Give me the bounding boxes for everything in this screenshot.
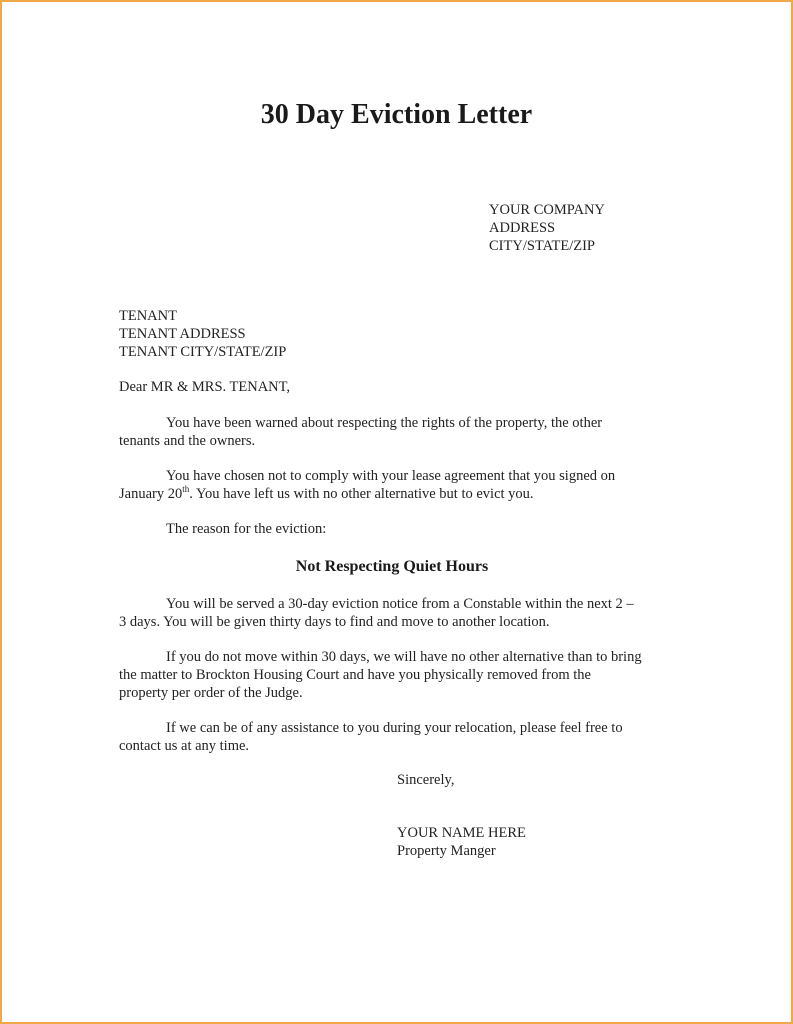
salutation: Dear MR & MRS. TENANT, xyxy=(119,379,291,395)
paragraph-notice xyxy=(119,595,679,631)
recipient-name: TENANT xyxy=(119,308,177,324)
paragraph-line: property per order of the Judge. xyxy=(119,685,303,701)
recipient-city-state-zip: TENANT CITY/STATE/ZIP xyxy=(119,344,287,360)
paragraph-line: tenants and the owners. xyxy=(119,433,256,449)
paragraph-line: contact us at any time. xyxy=(119,738,250,754)
lease-date: January 20 xyxy=(119,486,183,502)
signer-title: Property Manger xyxy=(397,843,496,859)
recipient-address-block xyxy=(119,307,286,361)
paragraph-line-rest: . You have left us with no other alternative but to evict you. xyxy=(189,486,534,502)
sender-address: ADDRESS xyxy=(489,220,556,236)
paragraph-lease xyxy=(119,467,679,503)
paragraph-court xyxy=(119,648,679,702)
paragraph-warning xyxy=(119,414,679,450)
paragraph-reason-intro xyxy=(119,520,679,538)
paragraph-line: If you do not move within 30 days, we will have no other alternative than to bring xyxy=(166,649,642,665)
sender-company: YOUR COMPANY xyxy=(489,202,605,218)
paragraph-line: If we can be of any assistance to you during your relocation, please feel free to xyxy=(166,720,623,736)
paragraph-line: the matter to Brockton Housing Court and have you physically removed from the xyxy=(119,667,591,683)
paragraph-assistance xyxy=(119,719,679,755)
paragraph-line: You have been warned about respecting the rights of the property, the other xyxy=(166,415,603,431)
paragraph-line: You will be served a 30-day eviction notice from a Constable within the next 2 – xyxy=(166,596,634,612)
paragraph-line: You have chosen not to comply with your lease agreement that you signed on xyxy=(166,468,616,484)
eviction-reason-heading: Not Respecting Quiet Hours xyxy=(295,558,489,575)
sender-address-block xyxy=(489,201,605,255)
recipient-address: TENANT ADDRESS xyxy=(119,326,246,342)
closing: Sincerely, xyxy=(397,772,455,788)
signature-block xyxy=(397,824,526,860)
paragraph-line: The reason for the eviction: xyxy=(166,521,327,537)
document-title: 30 Day Eviction Letter xyxy=(260,99,533,130)
date-ordinal-suffix: th xyxy=(182,484,190,495)
sender-city-state-zip: CITY/STATE/ZIP xyxy=(489,238,595,254)
paragraph-line-with-date xyxy=(119,485,679,503)
paragraph-line: 3 days. You will be given thirty days to find and move to another location. xyxy=(119,614,550,630)
signer-name: YOUR NAME HERE xyxy=(397,825,526,841)
